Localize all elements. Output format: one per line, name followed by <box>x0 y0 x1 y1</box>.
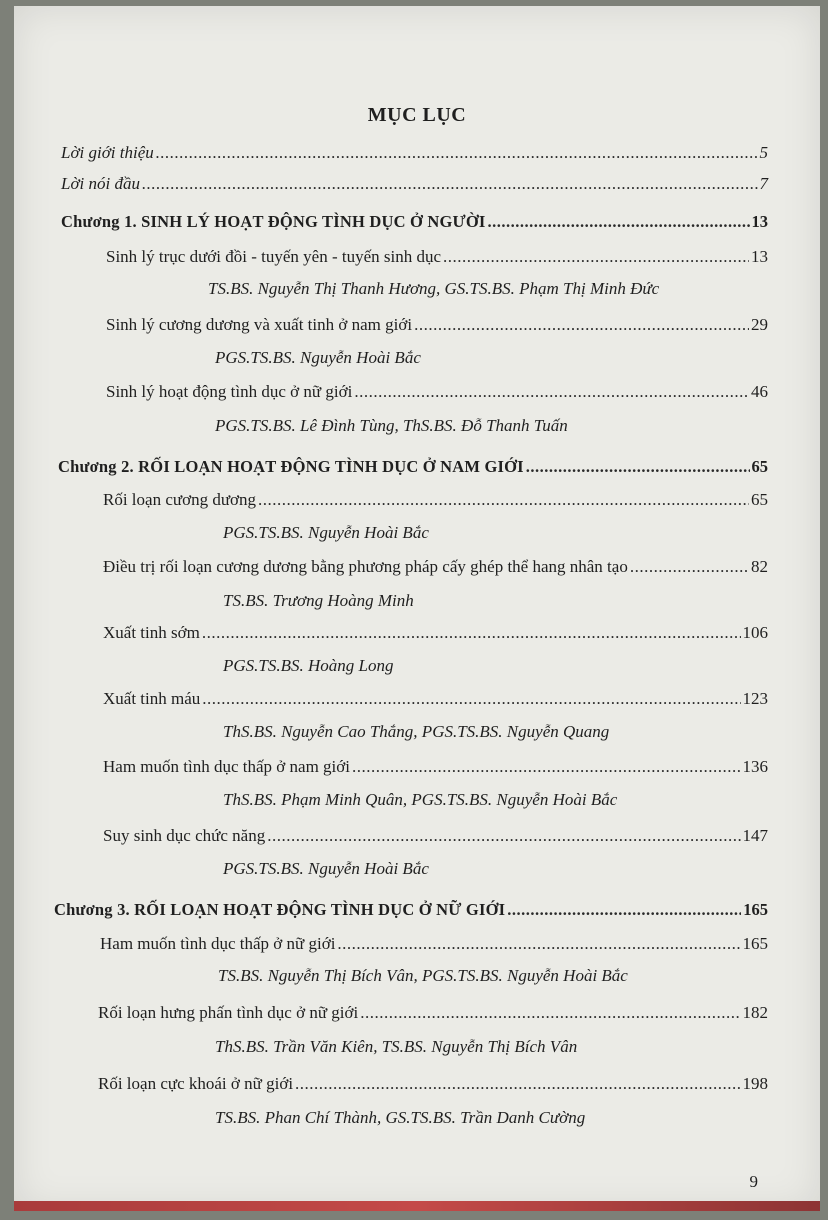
toc-section <box>100 934 768 954</box>
section-title: Xuất tinh máu <box>103 689 201 708</box>
chapter-page: 165 <box>743 900 768 919</box>
section-authors: ThS.BS. Trần Văn Kiên, TS.BS. Nguyễn Thị Bích Vân <box>215 1037 578 1056</box>
chapter-page: 13 <box>751 212 768 231</box>
toc-section <box>103 623 768 643</box>
section-authors: TS.BS. Trương Hoàng Minh <box>223 591 414 610</box>
leader-dots <box>337 934 740 954</box>
toc-section <box>106 315 768 335</box>
leader-dots <box>414 315 749 335</box>
chapter-title: Chương 3. RỐI LOẠN HOẠT ĐỘNG TÌNH DỤC Ở NỮ GIỚI <box>54 900 506 919</box>
section-page: 198 <box>742 1074 768 1093</box>
section-page: 165 <box>742 934 768 953</box>
section-page: 13 <box>751 247 768 266</box>
section-title: Sinh lý cương dương và xuất tinh ở nam giới <box>106 315 413 334</box>
section-title: Suy sinh dục chức năng <box>103 826 266 845</box>
section-page: 65 <box>751 490 768 509</box>
leader-dots <box>295 1074 740 1094</box>
section-title: Ham muốn tình dục thấp ở nữ giới <box>100 934 336 953</box>
section-authors: PGS.TS.BS. Hoàng Long <box>223 656 394 675</box>
section-title: Sinh lý trục dưới đồi - tuyến yên - tuyến sinh dục <box>106 247 442 266</box>
book-page <box>14 6 820 1211</box>
section-page: 147 <box>742 826 768 845</box>
leader-dots <box>202 689 740 709</box>
leader-dots <box>267 826 740 846</box>
section-authors: PGS.TS.BS. Lê Đình Tùng, ThS.BS. Đỗ Thanh Tuấn <box>215 416 568 435</box>
toc-entry-title: Lời nói đầu <box>61 174 140 193</box>
section-authors: PGS.TS.BS. Nguyễn Hoài Bắc <box>223 859 429 878</box>
toc-chapter-2 <box>58 457 768 477</box>
toc-chapter-3 <box>54 900 768 920</box>
toc-section <box>103 826 768 846</box>
section-page: 136 <box>742 757 768 776</box>
leader-dots <box>202 623 741 643</box>
chapter-title: Chương 1. SINH LÝ HOẠT ĐỘNG TÌNH DỤC Ở NGƯỜI <box>61 212 486 231</box>
section-page: 123 <box>742 689 768 708</box>
leader-dots <box>630 557 749 577</box>
toc-entry-page: 7 <box>759 174 768 193</box>
section-page: 29 <box>751 315 768 334</box>
section-title: Sinh lý hoạt động tình dục ở nữ giới <box>106 382 353 401</box>
toc-chapter-1 <box>61 212 768 232</box>
section-title: Xuất tinh sớm <box>103 623 200 642</box>
toc-section <box>106 247 768 267</box>
leader-dots <box>354 382 749 402</box>
toc-section <box>103 757 768 777</box>
section-page: 182 <box>742 1003 768 1022</box>
page-title: MỤC LỤC <box>367 104 467 126</box>
section-page: 82 <box>751 557 768 576</box>
toc-section <box>103 490 768 510</box>
toc-section <box>103 689 768 709</box>
leader-dots <box>507 900 741 920</box>
toc-entry-title: Lời giới thiệu <box>61 143 154 162</box>
toc-section <box>98 1074 768 1094</box>
leader-dots <box>156 143 758 163</box>
section-page: 46 <box>751 382 768 401</box>
chapter-page: 65 <box>751 457 768 476</box>
leader-dots <box>443 247 749 267</box>
page-number: 9 <box>749 1172 758 1191</box>
section-title: Rối loạn cực khoái ở nữ giới <box>98 1074 294 1093</box>
toc-entry-intro <box>61 143 768 163</box>
toc-entry-page: 5 <box>759 143 768 162</box>
toc-section <box>103 557 768 577</box>
section-title: Điều trị rối loạn cương dương bằng phương pháp cấy ghép thể hang nhân tạo <box>103 557 628 576</box>
leader-dots <box>258 490 749 510</box>
toc-entry-preface <box>61 174 768 194</box>
section-page: 106 <box>742 623 768 642</box>
cover-edge-strip <box>14 1201 820 1211</box>
toc-section <box>106 382 768 402</box>
section-title: Rối loạn cương dương <box>103 490 257 509</box>
leader-dots <box>352 757 741 777</box>
section-authors: TS.BS. Nguyễn Thị Bích Vân, PGS.TS.BS. Nguyễn Hoài Bắc <box>218 966 628 985</box>
leader-dots <box>488 212 750 232</box>
toc-section <box>98 1003 768 1023</box>
leader-dots <box>142 174 758 194</box>
chapter-title: Chương 2. RỐI LOẠN HOẠT ĐỘNG TÌNH DỤC Ở NAM GIỚI <box>58 457 524 476</box>
section-title: Rối loạn hưng phấn tình dục ở nữ giới <box>98 1003 359 1022</box>
leader-dots <box>360 1003 740 1023</box>
section-authors: TS.BS. Phan Chí Thành, GS.TS.BS. Trần Danh Cường <box>215 1108 586 1127</box>
section-authors: PGS.TS.BS. Nguyễn Hoài Bắc <box>215 348 421 367</box>
section-authors: ThS.BS. Phạm Minh Quân, PGS.TS.BS. Nguyễn Hoài Bắc <box>223 790 618 809</box>
section-title: Ham muốn tình dục thấp ở nam giới <box>103 757 350 776</box>
section-authors: ThS.BS. Nguyễn Cao Thắng, PGS.TS.BS. Nguyễn Quang <box>223 722 610 741</box>
section-authors: PGS.TS.BS. Nguyễn Hoài Bắc <box>223 523 429 542</box>
section-authors: TS.BS. Nguyễn Thị Thanh Hương, GS.TS.BS. Phạm Thị Minh Đức <box>208 279 660 298</box>
leader-dots <box>526 457 750 477</box>
